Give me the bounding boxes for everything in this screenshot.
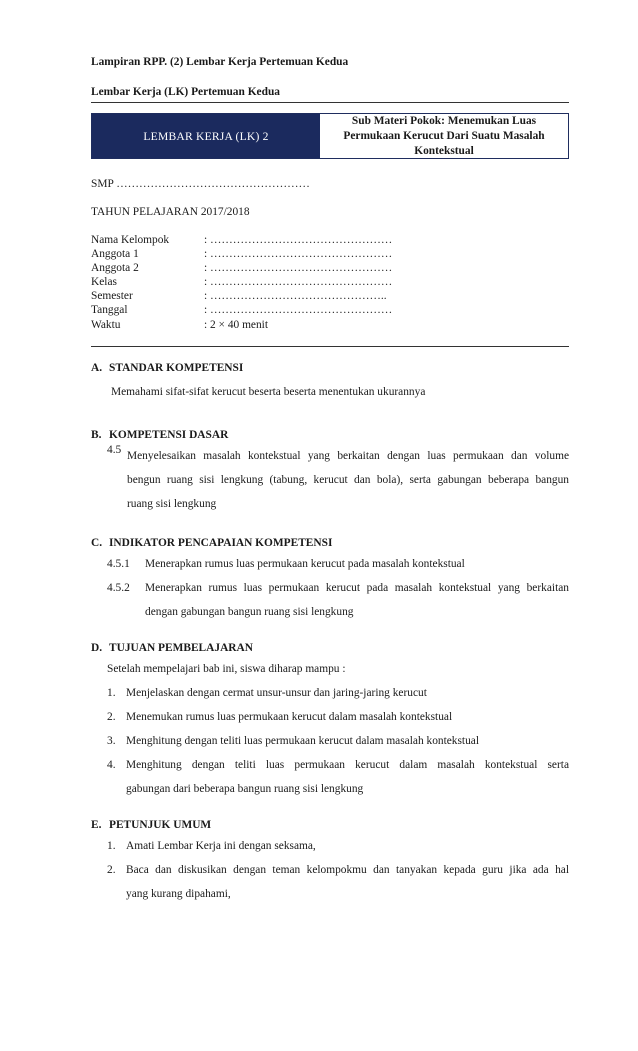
instruction-item (107, 858, 569, 906)
item-line: Amati Lembar Kerja ini dengan seksama, (126, 840, 316, 852)
objective-item (107, 681, 569, 705)
school-field: SMP …………………………………………… (91, 178, 310, 190)
info-value: : ………………………………………… (204, 248, 393, 260)
item-line: Menghitung dengan teliti luas permukaan kerucut dalam masalah kontekstual serta (126, 759, 569, 771)
info-row (91, 262, 392, 274)
indicator-item (107, 552, 569, 576)
item-line: dengan gabungan bangun ruang sisi lengkung (145, 606, 354, 618)
info-value: : ………………………………………… (204, 262, 393, 274)
info-label: Nama Kelompok (91, 234, 170, 246)
item-number: 4.5.1 (107, 558, 130, 570)
info-value: : 2 × 40 menit (204, 319, 269, 331)
sub-topic-line: Sub Materi Pokok: Menemukan Luas (351, 114, 537, 127)
section-title: PETUNJUK UMUM (109, 819, 212, 831)
item-line: bengun ruang sisi lengkung (tabung, kerucut dan bola), serta gabungan beberapa bangun (127, 474, 569, 486)
info-label: Tanggal (91, 304, 128, 316)
section-letter: A. (91, 362, 103, 374)
section-letter: C. (91, 537, 103, 549)
worksheet-header-box (91, 113, 569, 159)
section-letter: D. (91, 642, 103, 654)
info-value: : ………………………………………… (204, 234, 393, 246)
info-row (91, 304, 392, 316)
section-title: STANDAR KOMPETENSI (109, 362, 244, 374)
instruction-item (107, 834, 569, 858)
item-number: 4. (107, 759, 116, 771)
divider-middle (91, 346, 569, 347)
objective-item (107, 705, 569, 729)
section-heading (91, 362, 243, 374)
sub-topic (320, 114, 568, 158)
document-title: Lampiran RPP. (2) Lembar Kerja Pertemuan Kedua (91, 56, 349, 68)
info-value: : ………………………………………… (204, 304, 393, 316)
divider-top (91, 102, 569, 103)
item-line: Menemukan rumus luas permukaan kerucut dalam masalah kontekstual (126, 711, 453, 723)
section-title: INDIKATOR PENCAPAIAN KOMPETENSI (109, 537, 333, 549)
item-number: 3. (107, 735, 116, 747)
item-number: 1. (107, 840, 116, 852)
info-label: Kelas (91, 276, 117, 288)
sub-topic-line: Permukaan Kerucut Dari Suatu Masalah (343, 129, 545, 142)
section-text: Memahami sifat-sifat kerucut beserta beserta menentukan ukurannya (111, 386, 426, 398)
section-intro: Setelah mempelajari bab ini, siswa diharap mampu : (107, 663, 346, 675)
item-line: ruang sisi lengkung (127, 498, 217, 510)
info-value: : ……………………………………….. (204, 290, 387, 302)
info-row (91, 290, 387, 302)
competency-item (107, 444, 569, 516)
objective-item (107, 753, 569, 801)
document-subtitle: Lembar Kerja (LK) Pertemuan Kedua (91, 86, 280, 98)
section-title: TUJUAN PEMBELAJARAN (109, 642, 253, 654)
item-line: Menerapkan rumus luas permukaan kerucut pada masalah kontekstual yang berkaitan (145, 582, 569, 594)
worksheet-label: LEMBAR KERJA (LK) 2 (92, 114, 320, 158)
section-title: KOMPETENSI DASAR (109, 429, 229, 441)
info-row (91, 248, 392, 260)
indicator-item (107, 576, 569, 624)
item-line: yang kurang dipahami, (126, 888, 231, 900)
item-number: 2. (107, 864, 116, 876)
section-heading (91, 819, 211, 831)
section-letter: E. (91, 819, 102, 831)
sub-topic-line: Kontekstual (414, 144, 474, 157)
info-value: : ………………………………………… (204, 276, 393, 288)
info-label: Anggota 2 (91, 262, 139, 274)
item-line: gabungan dari beberapa bangun ruang sisi lengkung (126, 783, 364, 795)
info-row (91, 319, 268, 331)
item-number: 4.5 (107, 444, 122, 456)
item-line: Menerapkan rumus luas permukaan kerucut pada masalah kontekstual (145, 558, 465, 570)
item-line: Menjelaskan dengan cermat unsur-unsur dan jaring-jaring kerucut (126, 687, 427, 699)
section-heading (91, 642, 253, 654)
section-heading (91, 537, 332, 549)
school-year: TAHUN PELAJARAN 2017/2018 (91, 206, 250, 218)
info-label: Anggota 1 (91, 248, 139, 260)
item-line: Baca dan diskusikan dengan teman kelompokmu dan tanyakan kepada guru jika ada hal (126, 864, 569, 876)
info-row (91, 234, 392, 246)
info-label: Semester (91, 290, 133, 302)
item-number: 1. (107, 687, 116, 699)
item-number: 4.5.2 (107, 582, 130, 594)
objective-item (107, 729, 569, 753)
info-row (91, 276, 392, 288)
item-line: Menghitung dengan teliti luas permukaan kerucut dalam masalah kontekstual (126, 735, 480, 747)
info-label: Waktu (91, 319, 121, 331)
item-number: 2. (107, 711, 116, 723)
section-heading (91, 429, 228, 441)
item-line: Menyelesaikan masalah kontekstual yang berkaitan dengan luas permukaan dan volume (127, 450, 569, 462)
section-letter: B. (91, 429, 102, 441)
